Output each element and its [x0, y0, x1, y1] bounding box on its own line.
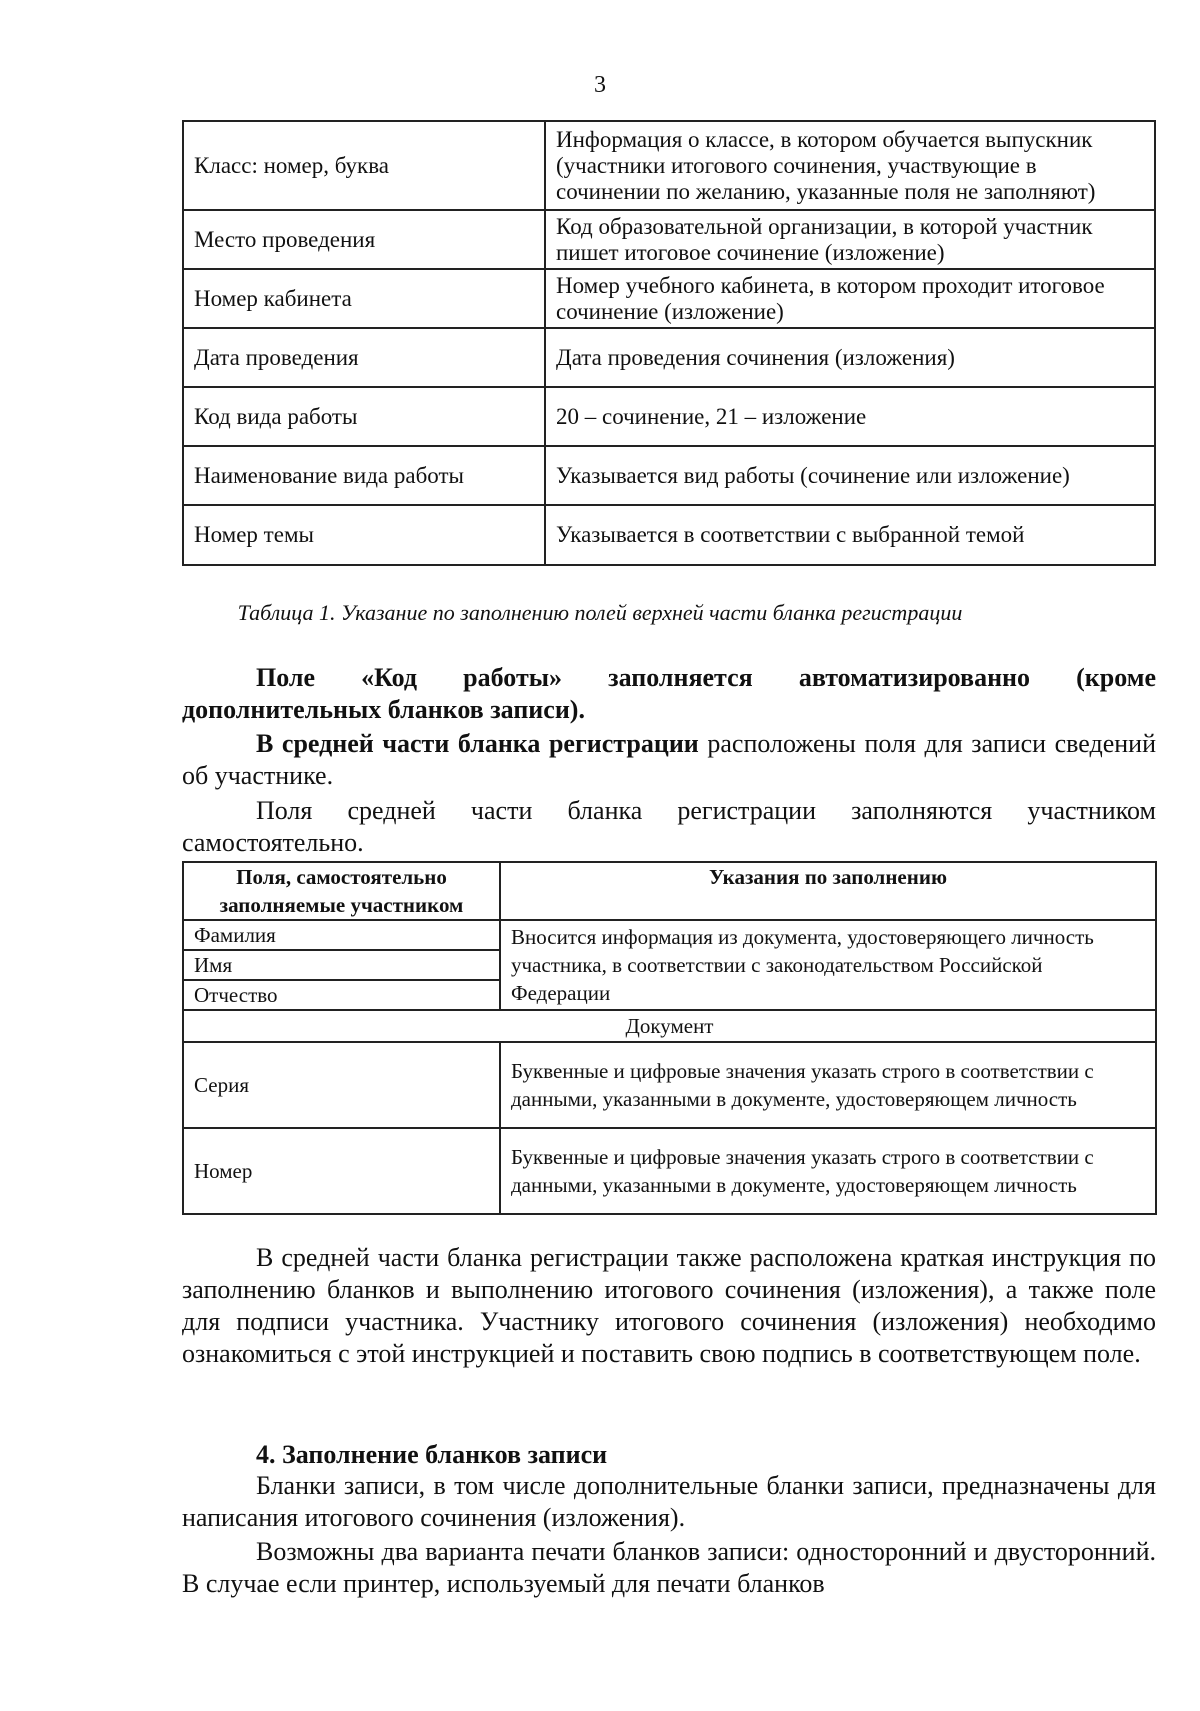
- paragraph-answer-sheets: Бланки записи, в том числе дополнительные бланки записи, предназначены для написания итогового сочинения (изложения).: [182, 1471, 1156, 1532]
- paragraph-work-code: Поле «Код работы» заполняется автоматизированно (кроме дополнительных бланков записи).: [182, 663, 1156, 724]
- table-row: [183, 920, 1156, 950]
- table-row: [183, 210, 1155, 269]
- table-cell-document: Документ: [183, 1010, 1156, 1042]
- table-cell-field: Номер темы: [183, 505, 545, 565]
- table-caption: Таблица 1. Указание по заполнению полей верхней части бланка регистрации: [237, 600, 963, 625]
- table-cell-description: Указывается вид работы (сочинение или изложение): [545, 446, 1155, 505]
- table-cell-description: Указывается в соответствии с выбранной темой: [545, 505, 1155, 565]
- table-cell-surname: Фамилия: [183, 920, 500, 950]
- table-row: [183, 1010, 1156, 1042]
- table-cell-series: Серия: [183, 1042, 500, 1128]
- paragraph-self-fill: Поля средней части бланка регистрации заполняются участником самостоятельно.: [182, 796, 1156, 857]
- table-cell-field: Место проведения: [183, 210, 545, 269]
- table-cell-patronymic: Отчество: [183, 980, 500, 1010]
- paragraph-middle-part-text: расположены поля для записи сведений об участнике.: [182, 729, 1156, 790]
- table-row: [183, 505, 1155, 565]
- table-row: [183, 269, 1155, 328]
- table-cell-description: Информация о классе, в котором обучается выпускник (участники итогового сочинения, участвующие в сочинении по желанию, указанные поля не заполняют): [545, 121, 1155, 210]
- table-header-row: [183, 862, 1156, 920]
- table-row: [183, 446, 1155, 505]
- table-row: [183, 121, 1155, 210]
- table-cell-description: Код образовательной организации, в которой участник пишет итоговое сочинение (изложение): [545, 210, 1155, 269]
- paragraph-printing: Возможны два варианта печати бланков записи: односторонний и двусторонний. В случае если принтер, используемый для печати бланков: [182, 1537, 1156, 1598]
- table-row: [183, 1042, 1156, 1128]
- table-cell-description: Номер учебного кабинета, в котором проходит итоговое сочинение (изложение): [545, 269, 1155, 328]
- table-cell-series-instruction: Буквенные и цифровые значения указать строго в соответствии с данными, указанными в документе, удостоверяющем личность: [500, 1042, 1156, 1128]
- table-row: [183, 328, 1155, 387]
- table-cell-field: Дата проведения: [183, 328, 545, 387]
- table-cell-field: Код вида работы: [183, 387, 545, 446]
- table-cell-field: Класс: номер, буква: [183, 121, 545, 210]
- paragraph-instruction: В средней части бланка регистрации также расположена краткая инструкция по заполнению бланков и выполнению итогового сочинения (изложения), а также поле для подписи участника. Участнику итогового сочинения (изложения) необходимо ознакомиться с этой инструкцией и поставить свою подпись в соответствующем поле.: [182, 1243, 1156, 1368]
- table-cell-description: Дата проведения сочинения (изложения): [545, 328, 1155, 387]
- participant-fields-table: [182, 861, 1157, 1215]
- table-header-fields: Поля, самостоятельно заполняемые участником: [183, 862, 500, 920]
- table-cell-name-instruction: Вносится информация из документа, удостоверяющего личность участника, в соответствии с законодательством Российской Федерации: [500, 920, 1156, 1010]
- registration-top-fields-table: [182, 120, 1156, 566]
- table-row: [183, 387, 1155, 446]
- section-heading: 4. Заполнение бланков записи: [256, 1440, 608, 1469]
- table-cell-field: Наименование вида работы: [183, 446, 545, 505]
- table-cell-field: Номер кабинета: [183, 269, 545, 328]
- table-cell-number: Номер: [183, 1128, 500, 1214]
- paragraph-middle-part-bold: В средней части бланка регистрации: [256, 729, 699, 758]
- table-cell-name: Имя: [183, 950, 500, 980]
- table-cell-description: 20 – сочинение, 21 – изложение: [545, 387, 1155, 446]
- table-cell-number-instruction: Буквенные и цифровые значения указать строго в соответствии с данными, указанными в документе, удостоверяющем личность: [500, 1128, 1156, 1214]
- table-row: [183, 1128, 1156, 1214]
- paragraph-middle-part: [182, 728, 1156, 792]
- table-header-instructions: Указания по заполнению: [500, 862, 1156, 920]
- page-number: 3: [594, 72, 606, 98]
